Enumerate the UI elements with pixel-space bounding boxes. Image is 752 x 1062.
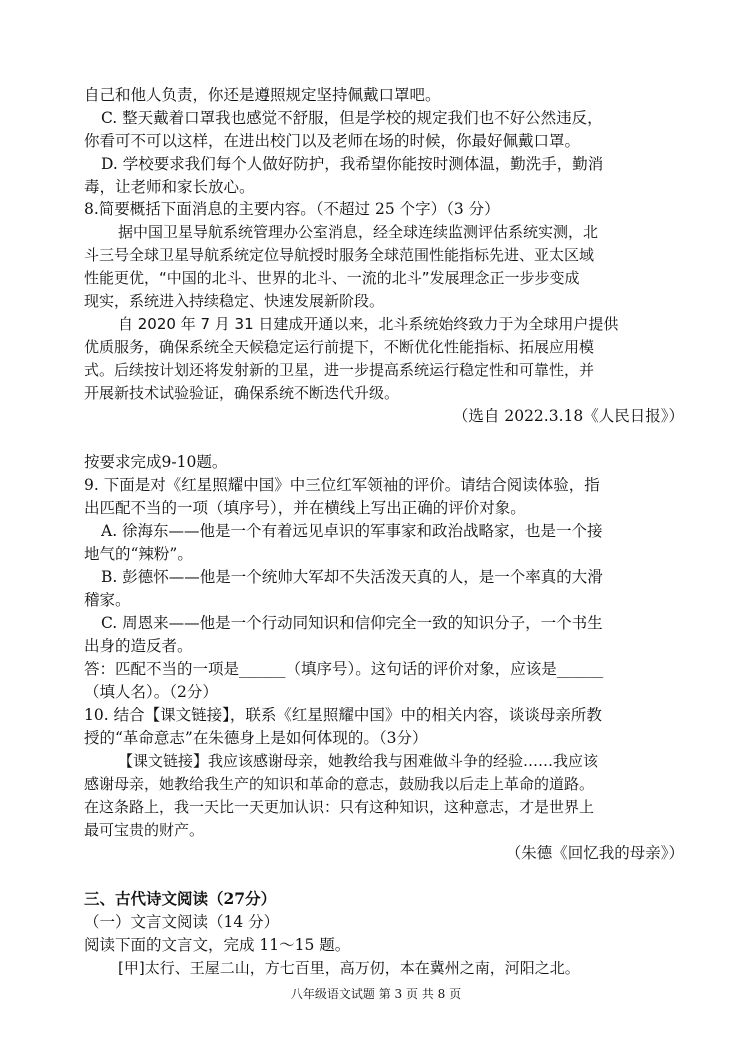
text-link-line: 最可宝贵的财产。 [84, 821, 205, 839]
option-b: B. 彭德怀——他是一个统帅大军却不失活泼天真的人，是一个率真的大滑 [101, 568, 603, 586]
text-link-line: 在这条路上，我一天比一天更加认识：只有这种知识，这种意志，才是世界上 [84, 798, 595, 816]
text-line: 出身的造反者。 [84, 637, 193, 655]
classical-text-line: [甲]太行、王屋二山，方七百里，高万仞，本在冀州之南，河阳之北。 [118, 959, 580, 977]
answer-line: （填人名）。（2分） [84, 683, 218, 701]
instructions-11-15: 阅读下面的文言文，完成 11～15 题。 [84, 936, 351, 954]
text-line: 稽家。 [84, 591, 131, 609]
question-10: 10. 结合【课文链接】，联系《红星照耀中国》中的相关内容，谈谈母亲所教 [84, 706, 602, 724]
option-c: C. 周恩来——他是一个行动同知识和信仰完全一致的知识分子，一个书生 [101, 614, 603, 632]
news-paragraph-line: 据中国卫星导航系统管理办公室消息，经全球连续监测评估系统实测，北 [118, 223, 599, 241]
page-footer: 八年级语文试题 第 3 页 共 8 页 [290, 987, 462, 1001]
news-paragraph-line: 优质服务，确保系统全天候稳定运行前提下，不断优化性能指标、拓展应用模 [84, 338, 595, 356]
text-link-line: 感谢母亲，她教给我生产的知识和革命的意志，鼓励我以后走上革命的道路。 [84, 775, 595, 793]
news-paragraph-line: 式。后续按计划还将发射新的卫星，进一步提高系统运行稳定性和可靠性，并 [84, 361, 595, 379]
news-paragraph-line: 自 2020 年 7 月 31 日建成开通以来，北斗系统始终致力于为全球用户提供 [118, 315, 619, 333]
text-line: 地气的“辣粉”。 [84, 545, 193, 563]
news-source: （选自 2022.3.18《人民日报》） [452, 407, 684, 425]
option-a: A. 徐海东——他是一个有着远见卓识的军事家和政治战略家，也是一个接 [101, 522, 603, 540]
text-line: 自己和他人负责，你还是遵照规定坚持佩戴口罩吧。 [84, 86, 441, 104]
option-c: C. 整天戴着口罩我也感觉不舒服，但是学校的规定我们也不好公然违反， [101, 109, 603, 127]
news-paragraph-line: 斗三号全球卫星导航系统定位导航授时服务全球范围性能指标先进、亚太区域 [84, 246, 595, 264]
question-9: 9. 下面是对《红星照耀中国》中三位红军领袖的评价。请结合阅读体验，指 [84, 476, 600, 494]
news-paragraph-line: 性能更优，“中国的北斗、世界的北斗、一流的北斗”发展理念正一步步变成 [84, 269, 580, 287]
text-line: 授的“革命意志”在朱德身上是如何体现的。（3分） [84, 729, 428, 747]
option-d: D. 学校要求我们每个人做好防护，我希望你能按时测体温，勤洗手，勤消 [101, 155, 604, 173]
text-link-source: （朱德《回忆我的母亲》） [505, 844, 684, 862]
instructions-9-10: 按要求完成9-10题。 [84, 453, 228, 471]
answer-line: 答：匹配不当的一项是______（填序号）。这句话的评价对象，应该是______ [84, 660, 604, 678]
text-line: 出匹配不当的一项（填序号），并在横线上写出正确的评价对象。 [84, 499, 526, 517]
text-line: 你看可不可以这样，在进出校门以及老师在场的时候，你最好佩戴口罩。 [84, 132, 581, 150]
subsection-title: （一）文言文阅读（14 分） [84, 913, 280, 931]
news-paragraph-line: 开展新技术试验验证，确保系统不断迭代升级。 [84, 384, 400, 402]
question-8: 8.简要概括下面消息的主要内容。（不超过 25 个字）（3 分） [84, 200, 500, 218]
text-line: 毒，让老师和家长放心。 [84, 178, 255, 196]
section-title: 三、古代诗文阅读（27分） [84, 889, 277, 908]
text-link-line: 【课文链接】我应该感谢母亲，她教给我与困难做斗争的经验……我应该 [118, 752, 599, 770]
news-paragraph-line: 现实，系统进入持续稳定、快速发展新阶段。 [84, 292, 385, 310]
